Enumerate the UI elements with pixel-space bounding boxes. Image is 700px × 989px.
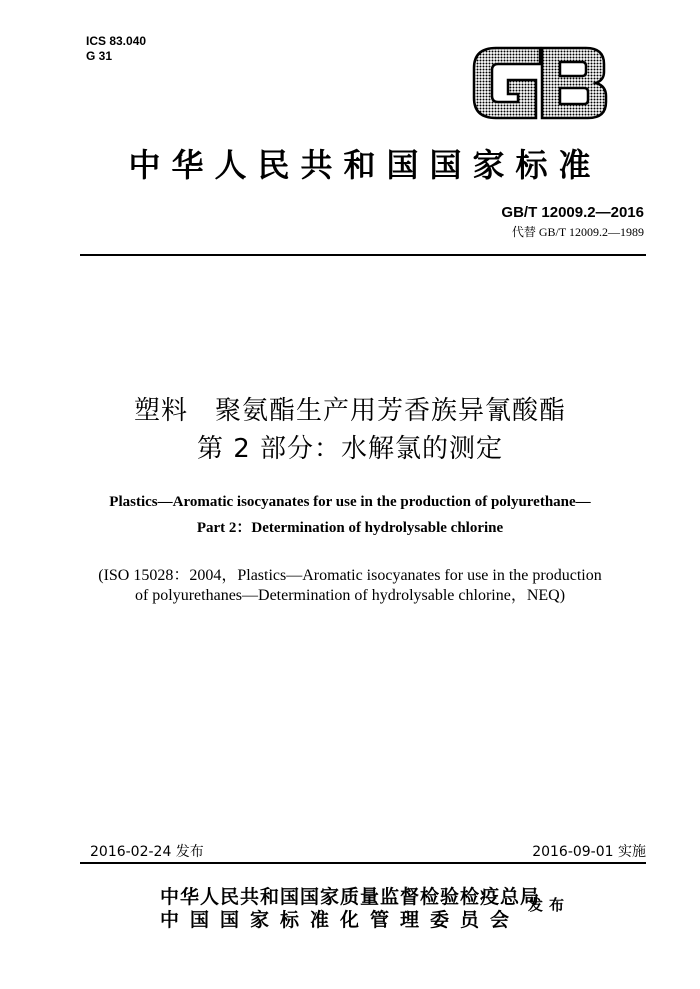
iso-reference-line-2: of polyurethanes—Determination of hydrolysable chlorine，NEQ) (134, 587, 566, 604)
classification-codes (86, 34, 146, 64)
ccs-code: G 31 (86, 49, 113, 63)
english-title-line-1: Plastics—Aromatic isocyanates for use in the production of polyurethane— (109, 494, 591, 510)
english-title-line-2: Part 2：Determination of hydrolysable chlorine (196, 520, 504, 536)
gb-logo-icon (470, 44, 610, 122)
replaces-standard: 代替 GB/T 12009.2—1989 (511, 225, 644, 239)
publication-date: 2016-02-24 发布 (90, 844, 204, 860)
implementation-date: 2016-09-01 实施 (532, 844, 646, 860)
top-divider (80, 254, 646, 256)
ics-code: ICS 83.040 (86, 34, 147, 48)
bottom-divider (80, 862, 646, 864)
issuer-line-1: 中华人民共和国国家质量监督检验检疫总局 (160, 886, 541, 908)
chinese-title-line-1: 塑料 聚氨酯生产用芳香族异氰酸酯 (133, 396, 566, 426)
issuer-line-2: 中国国家标准化管理委员会 (160, 909, 521, 931)
standard-number: GB/T 12009.2—2016 (501, 204, 644, 221)
standard-type-title: 中华人民共和国国家标准 (128, 146, 602, 184)
iso-reference-line-1: (ISO 15028：2004，Plastics—Aromatic isocyanates for use in the production (98, 567, 602, 584)
issue-label: 发布 (528, 896, 571, 914)
chinese-title-line-2: 第 2 部分：水解氯的测定 (196, 434, 504, 464)
